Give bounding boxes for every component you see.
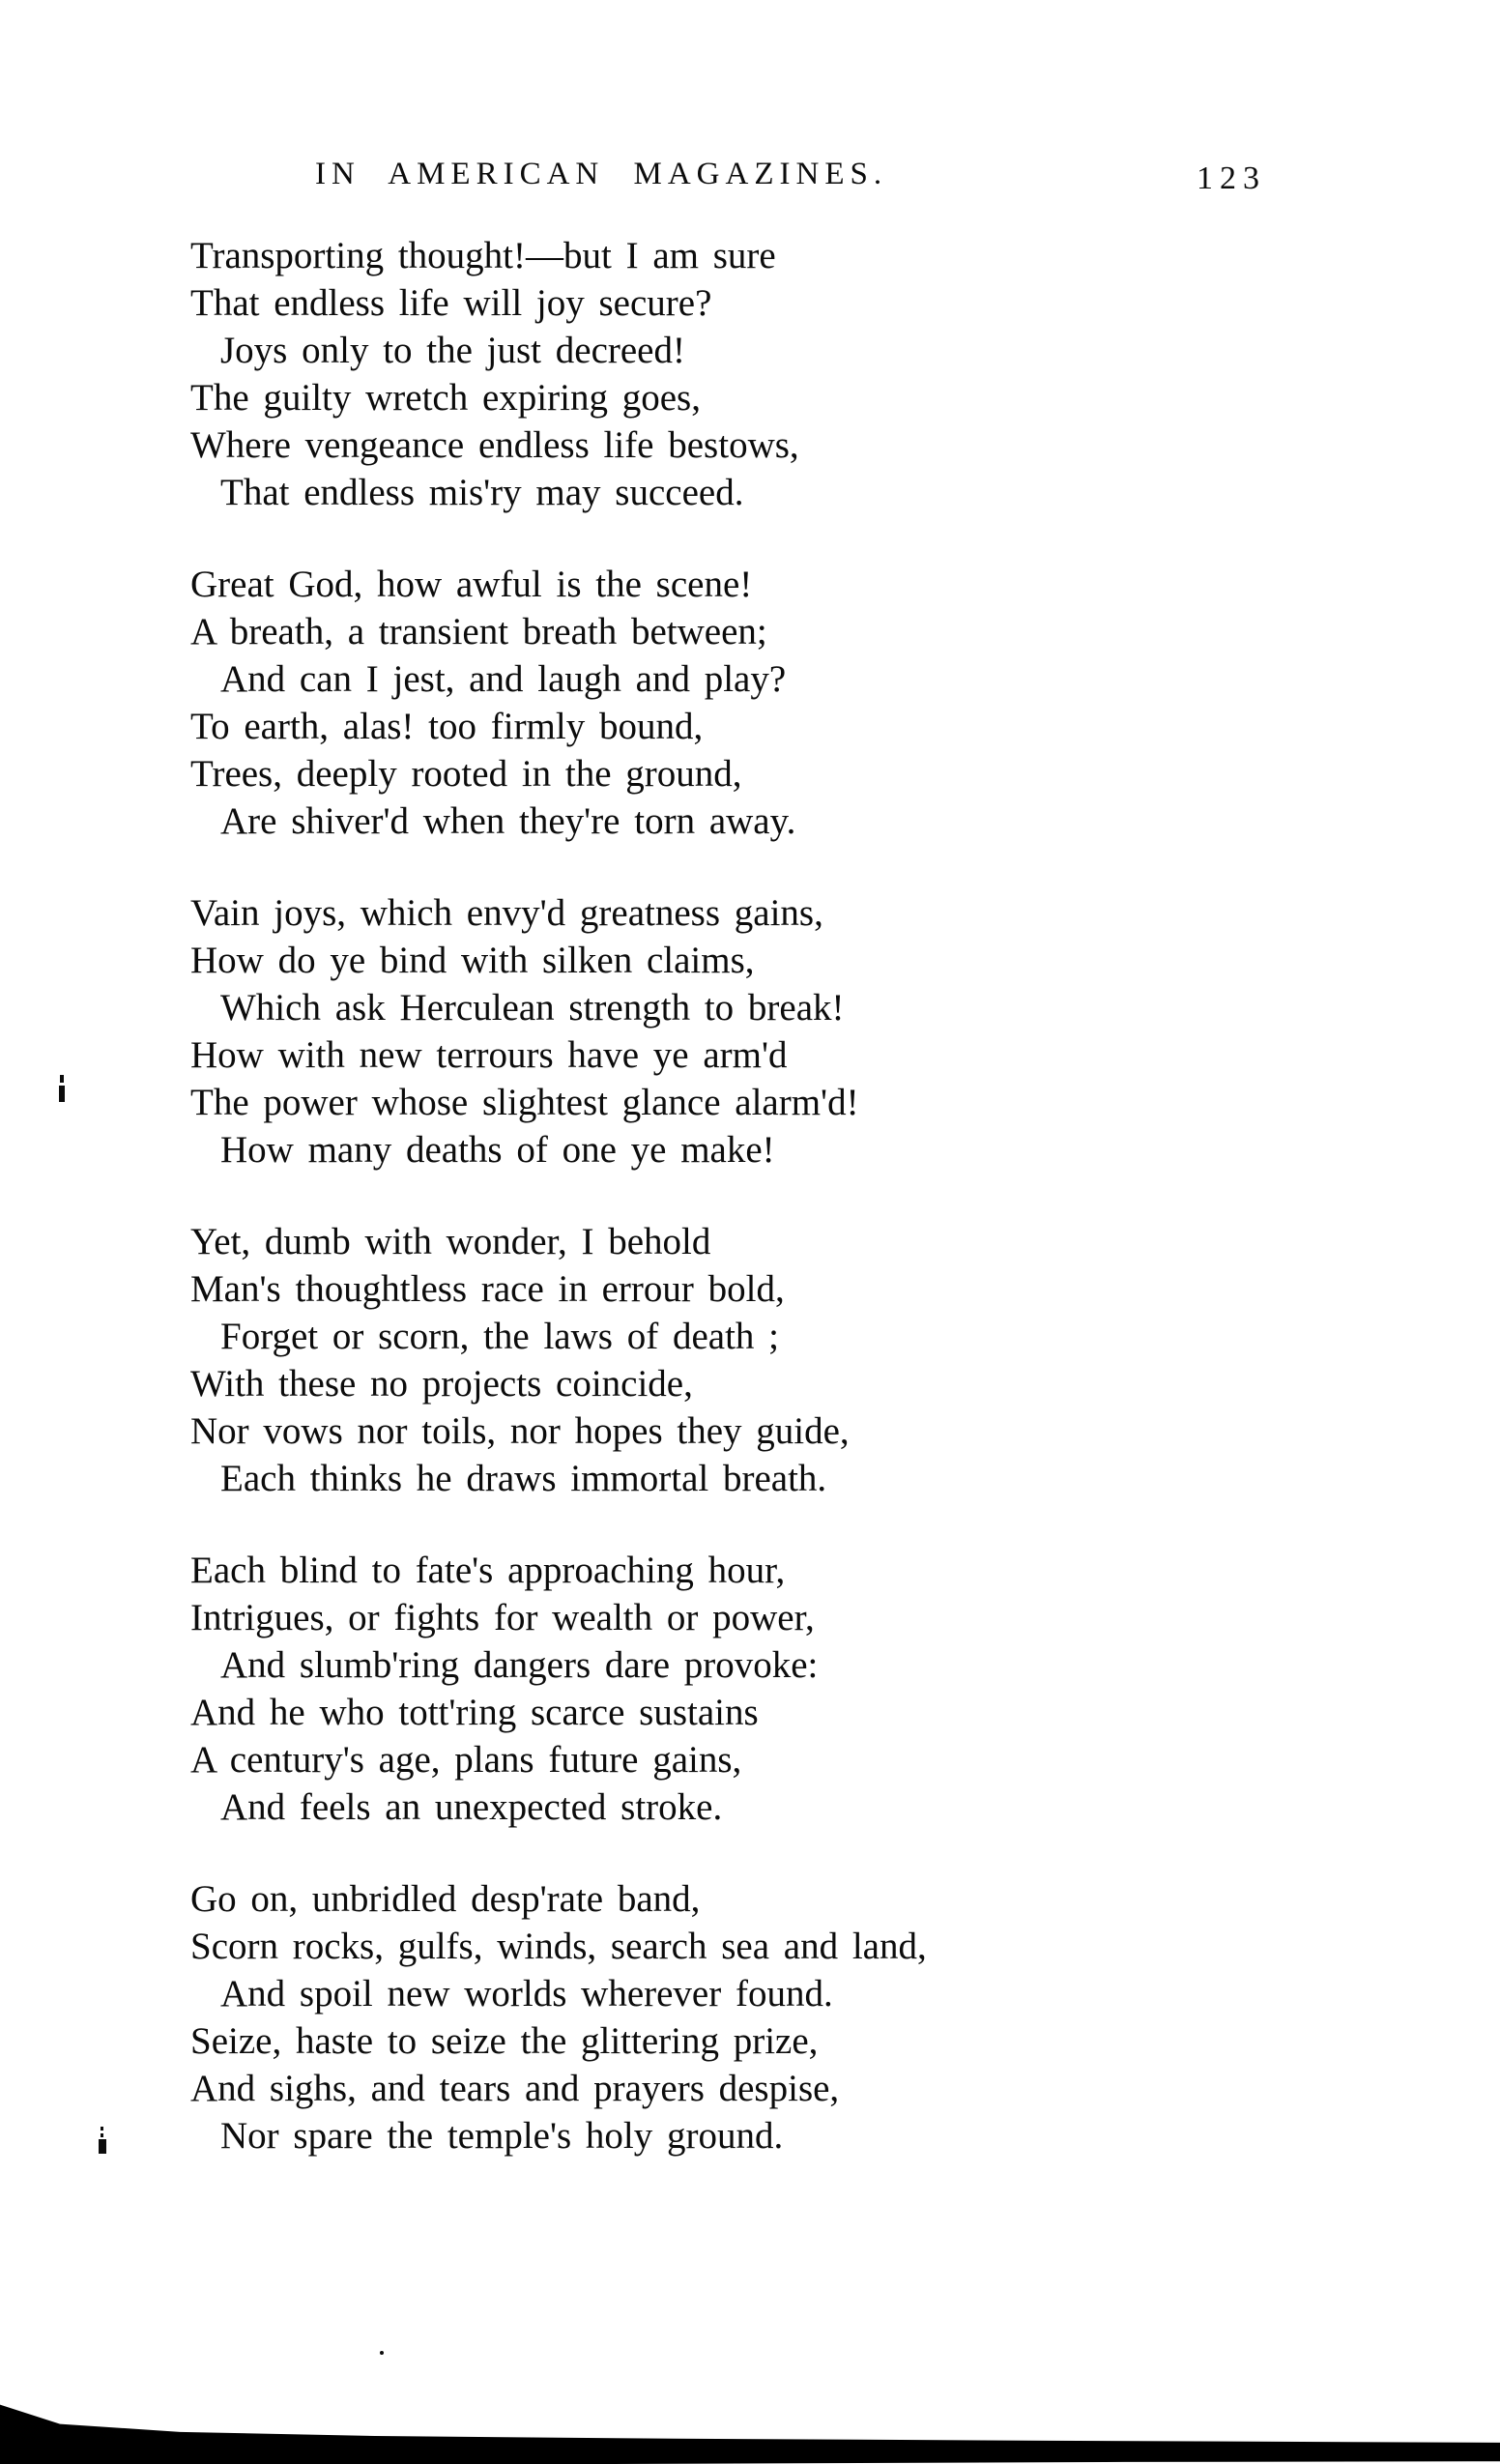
poem-line: Vain joys, which envy'd greatness gains,: [190, 892, 823, 934]
poem-line: Each thinks he draws immortal breath.: [220, 1458, 827, 1499]
poem-line: And spoil new worlds wherever found.: [220, 1973, 833, 2015]
poem-line: How with new terrours have ye arm'd: [190, 1034, 788, 1076]
poem-body: [190, 232, 1254, 2204]
stanza-4: [190, 1218, 1254, 1502]
stanza-6: [190, 1875, 1254, 2160]
poem-line: Seize, haste to seize the glittering prize,: [190, 2020, 819, 2062]
stanza-5: [190, 1547, 1254, 1831]
poem-line: That endless life will joy secure?: [190, 282, 712, 324]
poem-line: Scorn rocks, gulfs, winds, search sea and land,: [190, 1926, 927, 1967]
poem-line: And slumb'ring dangers dare provoke:: [220, 1644, 819, 1686]
poem-line: And feels an unexpected stroke.: [220, 1786, 723, 1828]
stanza-1: [190, 232, 1254, 516]
poem-line: That endless mis'ry may succeed.: [220, 472, 744, 513]
poem-line: Man's thoughtless race in errour bold,: [190, 1268, 785, 1310]
poem-line: Where vengeance endless life bestows,: [190, 424, 799, 466]
poem-line: And he who tott'ring scarce sustains: [190, 1692, 759, 1733]
poem-line: Each blind to fate's approaching hour,: [190, 1550, 786, 1591]
page-number: 123: [1197, 160, 1266, 196]
poem-line: The power whose slightest glance alarm'd!: [190, 1082, 859, 1123]
poem-line: And sighs, and tears and prayers despise,: [190, 2068, 840, 2109]
poem-line: Nor spare the temple's holy ground.: [220, 2115, 784, 2157]
poem-line: A century's age, plans future gains,: [190, 1739, 742, 1781]
margin-ink-mark: [59, 1075, 66, 1102]
poem-line: And can I jest, and laugh and play?: [220, 658, 787, 700]
margin-ink-mark: [99, 2127, 108, 2156]
running-header: IN AMERICAN MAGAZINES.: [315, 157, 888, 191]
poem-line: With these no projects coincide,: [190, 1363, 693, 1405]
poem-line: A breath, a transient breath between;: [190, 611, 767, 652]
poem-line: How do ye bind with silken claims,: [190, 940, 755, 981]
poem-line: How many deaths of one ye make!: [220, 1129, 775, 1171]
poem-line: Nor vows nor toils, nor hopes they guide,: [190, 1410, 850, 1452]
poem-line: Great God, how awful is the scene!: [190, 564, 753, 605]
stanza-3: [190, 889, 1254, 1174]
poem-line: Are shiver'd when they're torn away.: [220, 800, 796, 842]
poem-line: Yet, dumb with wonder, I behold: [190, 1221, 711, 1262]
poem-line: Intrigues, or fights for wealth or power,: [190, 1597, 815, 1638]
poem-line: Go on, unbridled desp'rate band,: [190, 1878, 701, 1920]
stanza-2: [190, 561, 1254, 845]
poem-line: Forget or scorn, the laws of death ;: [220, 1316, 779, 1357]
ink-speck: [380, 2351, 384, 2355]
poem-line: Trees, deeply rooted in the ground,: [190, 753, 742, 795]
poem-line: The guilty wretch expiring goes,: [190, 377, 701, 419]
scan-gutter-shadow: [0, 2397, 1500, 2464]
poem-line: Which ask Herculean strength to break!: [220, 987, 845, 1029]
poem-line: To earth, alas! too firmly bound,: [190, 706, 704, 747]
poem-line: Transporting thought!—but I am sure: [190, 235, 776, 276]
poem-line: Joys only to the just decreed!: [220, 330, 685, 371]
